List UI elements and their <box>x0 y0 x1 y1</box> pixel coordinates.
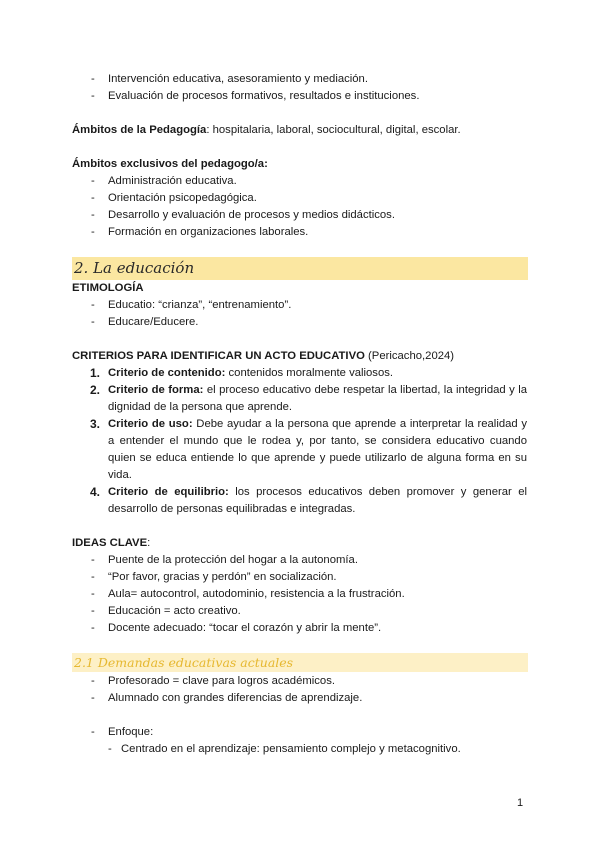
bullet-dash: - <box>91 622 95 634</box>
section-heading-la-educacion <box>72 257 528 280</box>
list-item-enfoque: Enfoque: <box>108 726 154 738</box>
bullet-dash: - <box>108 743 112 755</box>
bullet-dash: - <box>91 692 95 704</box>
etimologia-title: ETIMOLOGÍA <box>72 282 144 294</box>
bullet-dash: - <box>91 90 95 102</box>
list-item: Educatio: “crianza”, “entrenamiento”. <box>108 299 292 311</box>
criterio-number: 2. <box>90 383 101 397</box>
criterio-number: 1. <box>90 366 101 380</box>
criterio-item: Criterio de equilibrio: los procesos educativos deben promover y generar el desarrollo de personas equilibradas e integradas. <box>108 486 528 515</box>
list-item: Intervención educativa, asesoramiento y mediación. <box>108 73 368 85</box>
list-item: Profesorado = clave para logros académicos. <box>108 675 336 687</box>
list-item: Desarrollo y evaluación de procesos y medios didácticos. <box>108 209 395 221</box>
criterios-title: CRITERIOS PARA IDENTIFICAR UN ACTO EDUCATIVO (Pericacho,2024) <box>72 350 455 362</box>
exclusivos-title: Ámbitos exclusivos del pedagogo/a: <box>72 158 268 170</box>
bullet-dash: - <box>91 73 95 85</box>
list-item: Aula= autocontrol, autodominio, resistencia a la frustración. <box>108 588 405 600</box>
list-item: Educación = acto creativo. <box>108 605 241 617</box>
list-item: Formación en organizaciones laborales. <box>108 226 309 238</box>
section-heading-text: 2.1 Demandas educativas actuales <box>74 655 294 670</box>
criterio-item: Criterio de contenido: contenidos moralmente valiosos. <box>108 367 394 379</box>
list-item: Administración educativa. <box>108 175 237 187</box>
bullet-dash: - <box>91 226 95 238</box>
criterio-item: Criterio de forma: el proceso educativo debe respetar la libertad, la integridad y la dignidad de la persona que aprende. <box>108 384 527 413</box>
list-item: Docente adecuado: “tocar el corazón y abrir la mente”. <box>108 622 382 634</box>
bullet-dash: - <box>91 299 95 311</box>
bullet-dash: - <box>91 571 95 583</box>
criterio-number: 4. <box>90 485 101 499</box>
bullet-dash: - <box>91 316 95 328</box>
bullet-dash: - <box>91 554 95 566</box>
ambitos-text: : hospitalaria, laboral, sociocultural, digital, escolar. <box>206 124 461 136</box>
bullet-dash: - <box>91 588 95 600</box>
list-item: Evaluación de procesos formativos, resultados e instituciones. <box>108 90 420 102</box>
list-item: “Por favor, gracias y perdón” en socialización. <box>108 571 337 583</box>
page-number: 1 <box>517 797 524 809</box>
ambitos-paragraph <box>72 122 461 139</box>
criterio-item: Criterio de uso: Debe ayudar a la persona que aprende a interpretar la realidad y a entender el mundo que le rodea y, por tanto, se considera educativo cuando quien se educa entiende lo que aprende y puede utilizarlo de alguna forma en su vida. <box>108 418 528 481</box>
criterio-number: 3. <box>90 417 101 431</box>
bullet-dash: - <box>91 605 95 617</box>
criterios-cite: (Pericacho,2024) <box>364 350 455 362</box>
list-item: Orientación psicopedagógica. <box>108 192 257 204</box>
sub-list-item: Centrado en el aprendizaje: pensamiento complejo y metacognitivo. <box>121 743 461 755</box>
bullet-dash: - <box>91 675 95 687</box>
bullet-dash: - <box>91 726 95 738</box>
list-item: Puente de la protección del hogar a la autonomía. <box>108 554 358 566</box>
bullet-dash: - <box>91 209 95 221</box>
bullet-dash: - <box>91 192 95 204</box>
ambitos-label: Ámbitos de la Pedagogía <box>72 124 207 136</box>
bullet-dash: - <box>91 175 95 187</box>
section-heading-demandas <box>72 653 528 672</box>
section-heading-text: 2. La educación <box>74 259 195 277</box>
list-item: Alumnado con grandes diferencias de aprendizaje. <box>108 692 363 704</box>
list-item: Educare/Educere. <box>108 316 199 328</box>
ideas-title: IDEAS CLAVE: <box>72 537 151 549</box>
